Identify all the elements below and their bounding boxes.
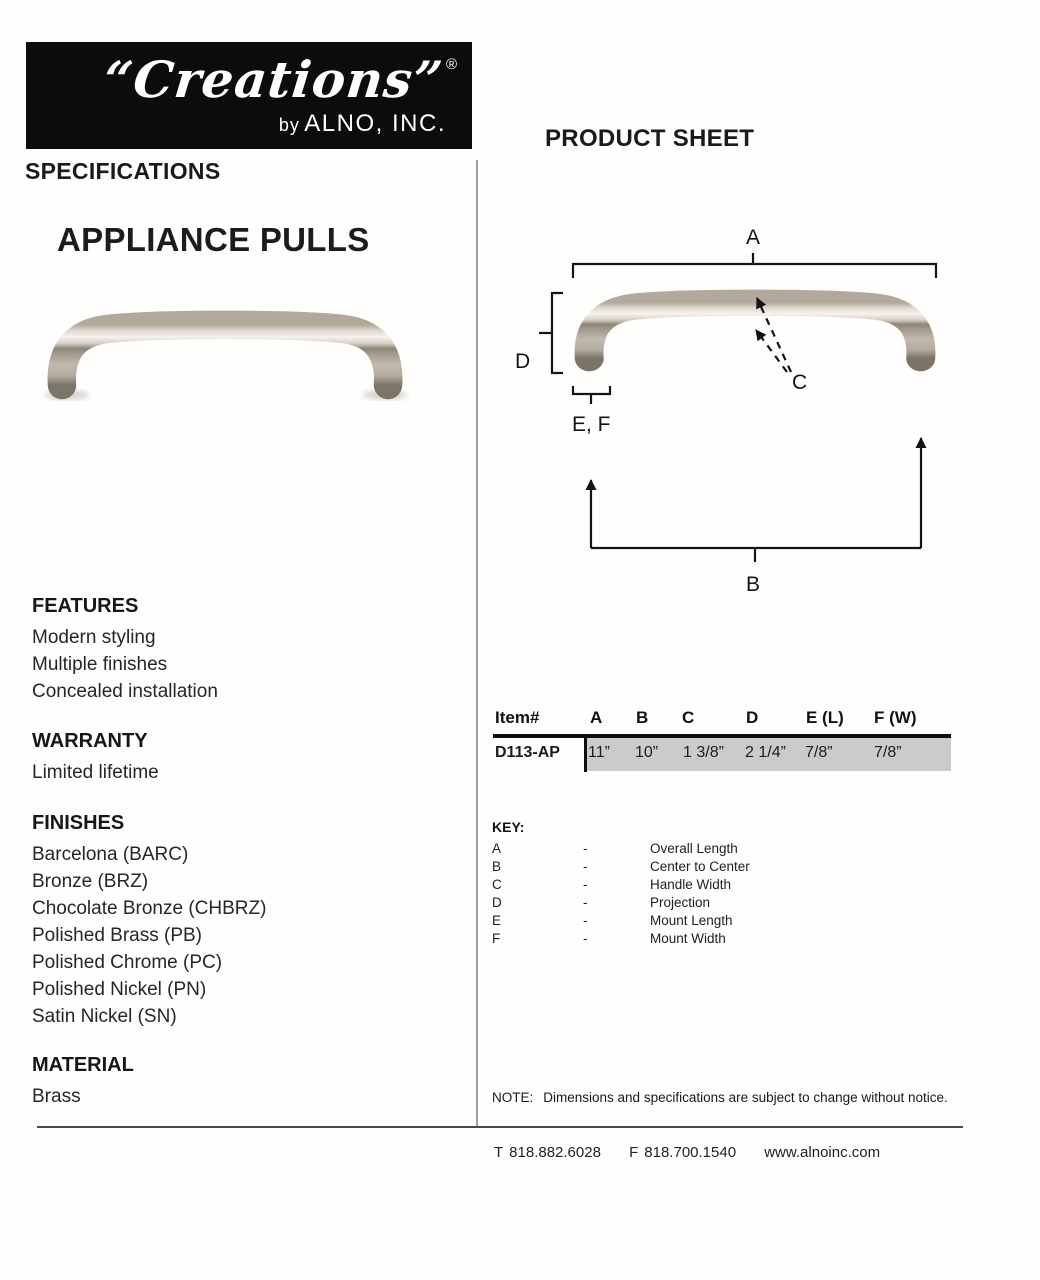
key-row (492, 894, 922, 912)
table-cell-d: 2 1/4” (745, 744, 786, 761)
key-heading: KEY: (492, 819, 525, 835)
key-letter: E (492, 912, 502, 928)
dim-label-b: B (746, 573, 761, 596)
dim-label-ef: E, F (572, 413, 611, 436)
registered-trademark-icon: ® (446, 56, 458, 73)
finish-item: Polished Brass (PB) (32, 925, 203, 946)
finishes-heading: FINISHES (32, 812, 125, 834)
table-header-a: A (590, 708, 603, 727)
key-letter: C (492, 876, 502, 892)
phone-number: 818.882.6028 (509, 1144, 601, 1161)
dim-label-d: D (515, 350, 531, 373)
phone-segment (494, 1144, 601, 1161)
brand-byline (279, 110, 446, 138)
key-description: Center to Center (650, 858, 750, 874)
table-cell-c: 1 3/8” (683, 744, 724, 761)
table-cell-item-number: D113-AP (495, 744, 560, 761)
warranty-section (32, 730, 452, 786)
key-legend (492, 819, 922, 947)
key-letter: D (492, 894, 502, 910)
dim-ef-bracket (573, 386, 610, 394)
dim-d-bracket (552, 293, 563, 373)
key-separator: - (583, 912, 588, 928)
dimensions-table (490, 705, 960, 783)
features-heading: FEATURES (32, 595, 139, 617)
appliance-pull-photo (45, 310, 405, 400)
dim-a-bracket (573, 264, 936, 278)
feature-item: Multiple finishes (32, 654, 168, 675)
finishes-section (32, 812, 452, 1030)
table-header-d: D (746, 708, 759, 727)
material-section (32, 1054, 452, 1110)
key-letter: A (492, 841, 502, 856)
key-description: Overall Length (650, 841, 738, 856)
footer-rule (37, 1126, 963, 1128)
brand-name: “Creations” (100, 50, 446, 109)
finish-item: Polished Chrome (PC) (32, 952, 223, 973)
table-header-el: E (L) (806, 708, 844, 727)
dim-c-arrow-upper (757, 298, 791, 372)
fax-segment (629, 1144, 736, 1161)
column-divider (476, 160, 478, 1126)
warranty-item: Limited lifetime (32, 762, 159, 783)
dim-c-arrow-lower (756, 330, 787, 372)
key-description: Mount Width (650, 930, 726, 946)
table-header-item: Item# (495, 708, 540, 727)
page-title: APPLIANCE PULLS (57, 221, 370, 258)
footer-contact (494, 1144, 880, 1161)
specifications-heading: SPECIFICATIONS (25, 158, 221, 184)
table-header-c: C (682, 708, 695, 727)
product-sheet-heading: PRODUCT SHEET (545, 125, 755, 152)
key-row (492, 840, 922, 858)
table-cell-a: 11” (588, 744, 610, 761)
key-separator: - (583, 930, 588, 946)
material-heading: MATERIAL (32, 1054, 134, 1076)
key-separator: - (583, 894, 588, 910)
feature-item: Modern styling (32, 627, 156, 648)
table-cell-el: 7/8” (805, 744, 833, 761)
key-row (492, 858, 922, 876)
key-separator: - (583, 876, 588, 892)
finish-item: Barcelona (BARC) (32, 844, 189, 865)
key-row (492, 912, 922, 930)
note-label: NOTE: (492, 1090, 534, 1105)
phone-label: T (494, 1144, 504, 1161)
finish-item: Chocolate Bronze (CHBRZ) (32, 898, 267, 919)
dim-label-c: C (792, 371, 808, 394)
table-cell-b: 10” (635, 744, 659, 761)
brand-by-text: by (278, 115, 300, 135)
key-row (492, 930, 922, 948)
dimension-lines (500, 220, 960, 610)
website-url: www.alnoinc.com (764, 1144, 881, 1161)
fax-label: F (629, 1144, 639, 1161)
features-section (32, 595, 452, 705)
key-separator: - (583, 858, 588, 874)
feature-item: Concealed installation (32, 681, 218, 702)
key-description: Mount Length (650, 912, 733, 928)
key-row (492, 876, 922, 894)
table-header-fw: F (W) (874, 708, 917, 727)
key-letter: F (492, 930, 501, 946)
finish-item: Satin Nickel (SN) (32, 1006, 177, 1027)
fax-number: 818.700.1540 (644, 1144, 737, 1161)
dim-label-a: A (746, 226, 761, 249)
table-cell-fw: 7/8” (874, 744, 902, 761)
finish-item: Bronze (BRZ) (32, 871, 149, 892)
table-column-divider (584, 734, 587, 772)
key-separator: - (583, 841, 588, 856)
note-text: Dimensions and specifications are subject to change without notice. (543, 1090, 948, 1105)
brand-logo (26, 42, 472, 149)
key-letter: B (492, 858, 502, 874)
disclaimer-note (492, 1090, 948, 1105)
warranty-heading: WARRANTY (32, 730, 148, 752)
material-item: Brass (32, 1086, 81, 1107)
key-description: Handle Width (650, 876, 732, 892)
key-description: Projection (650, 894, 711, 910)
table-header-b: B (636, 708, 649, 727)
brand-company: ALNO, INC. (304, 110, 446, 137)
finish-item: Polished Nickel (PN) (32, 979, 207, 1000)
